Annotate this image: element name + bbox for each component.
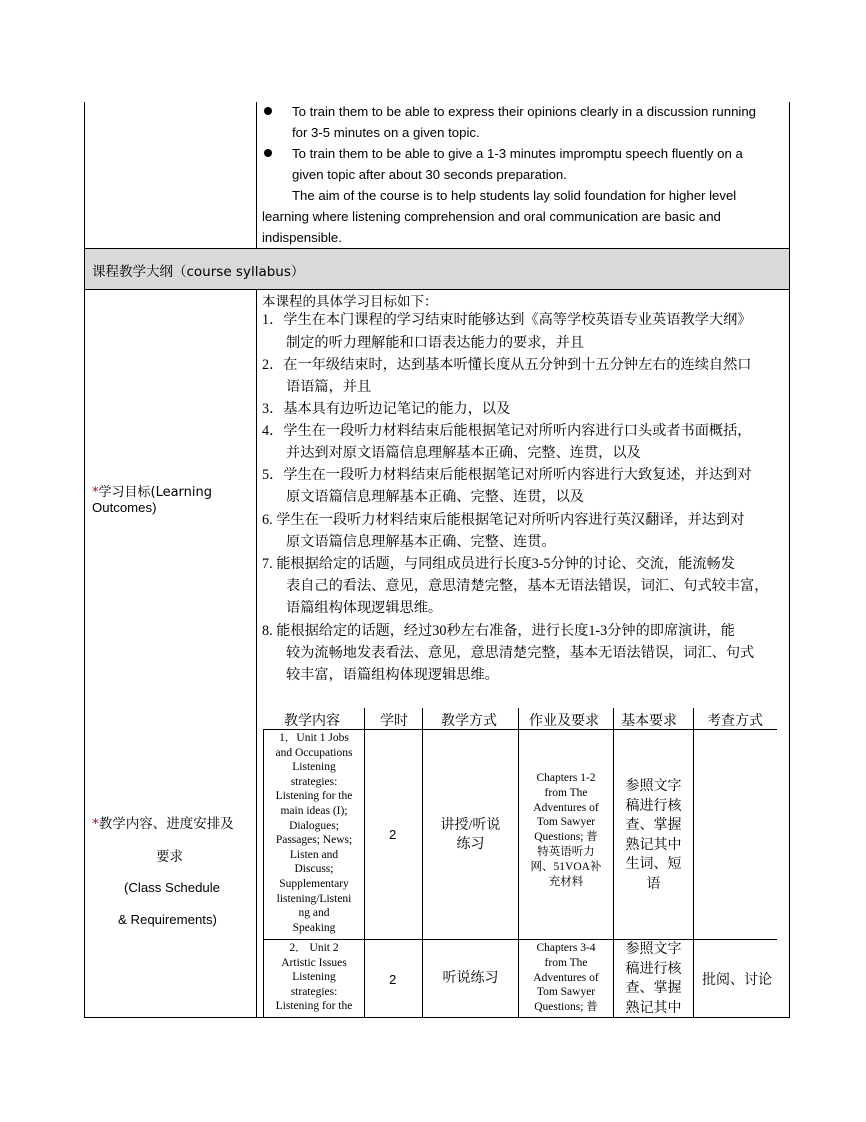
outcome-line: 本课程的具体学习目标如下： (262, 294, 438, 309)
req-line: 稿进行核 (625, 798, 682, 814)
row1-homework (520, 771, 612, 889)
req-line: 生词、短 (625, 857, 682, 872)
schedule-label-2: 要求 (156, 849, 183, 865)
content-line: Speaking (292, 921, 336, 934)
homework-line: Chapters 1-2 (536, 772, 596, 784)
row2-method (424, 969, 517, 988)
row2-assessment: 批阅、讨论 (702, 973, 772, 988)
content-line: Listening for the (275, 790, 353, 803)
row1-content (265, 731, 363, 935)
homework-line: from The (544, 786, 588, 799)
content-line: Listening (292, 971, 336, 984)
homework-line: Tom Sawyer (536, 816, 596, 829)
row2-hours: 2 (389, 972, 397, 987)
outcome-line: 语篇组构体现逻辑思维。 (286, 600, 443, 616)
content-line: Listen and (289, 848, 339, 861)
outcome-line: 6. 学生在一段听力材料结束后能根据笔记对所听内容进行英汉翻译，并达到对 (262, 512, 745, 528)
content-line: Listening for the (275, 1000, 353, 1013)
content-line: Listening (292, 761, 336, 774)
bullet-text: for 3-5 minutes on a given topic. (292, 125, 480, 140)
table-border-left (84, 102, 85, 1018)
bullet-icon (264, 149, 272, 157)
required-star: * (92, 485, 99, 500)
row1-requirements (615, 777, 692, 894)
table-border-middle (256, 102, 257, 249)
content-line: Dialogues; (289, 819, 339, 832)
homework-line: 特英语听力 (537, 845, 595, 858)
homework-line: Adventures of (533, 971, 599, 984)
req-line: 语 (646, 876, 661, 892)
content-line: 1．Unit 1 Jobs (279, 732, 349, 744)
outcome-line: 并达到对原文语篇信息理解基本正确、完整、连贯，以及 (286, 445, 641, 461)
row2-homework (520, 941, 612, 1015)
outcome-line: 语语篇，并且 (286, 379, 372, 395)
req-line: 稿进行核 (625, 961, 682, 977)
content-line: ng and (298, 907, 330, 920)
schedule-label-1 (92, 812, 234, 832)
required-star: * (92, 816, 99, 832)
outcome-line: 表自己的看法、意见，意思清楚完整，基本无语法错误，词汇、句式较丰富， (286, 578, 769, 594)
inner-rule (263, 939, 777, 940)
schedule-header-homework: 作业及要求 (529, 714, 599, 729)
label-text: 教学内容、进度安排及 (98, 816, 234, 832)
req-line: 查、掌握 (625, 981, 682, 996)
bullet-text: To train them to be able to give a 1-3 minutes impromptu speech fluently on a (292, 146, 743, 161)
method-line: 讲授/听说 (440, 818, 501, 833)
table-rule (84, 248, 790, 249)
content-line: strategies: (290, 985, 338, 998)
inner-col-rule (263, 729, 264, 1017)
schedule-header-hours: 学时 (380, 714, 408, 729)
homework-line: from The (544, 956, 588, 969)
row2-content (265, 941, 363, 1014)
schedule-label-3: (Class Schedule (124, 880, 221, 895)
outcome-line: 4．学生在一段听力材料结束后能根据笔记对所听内容进行口头或者书面概括， (262, 423, 752, 439)
homework-line: Questions; 普 (534, 831, 598, 844)
req-line: 熟记其中 (625, 837, 682, 853)
row2-requirements (615, 940, 692, 1018)
label-text: 学习目标(Learning (98, 485, 213, 500)
content-line: Discuss; (294, 863, 334, 876)
outcome-line: 2．在一年级结束时，达到基本听懂长度从五分钟到十五分钟左右的连续自然口 (262, 357, 752, 373)
schedule-header-content: 教学内容 (284, 714, 340, 729)
bullet-icon (264, 107, 272, 115)
section-header: 课程教学大纲（course syllabus） (92, 264, 305, 280)
method-line: 听说练习 (442, 971, 499, 986)
inner-col-rule (364, 708, 365, 1017)
content-line: listening/Listeni (276, 892, 352, 905)
schedule-header-assessment: 考查方式 (707, 714, 763, 729)
content-line: Artistic Issues (281, 956, 347, 969)
content-line: Supplementary (279, 877, 349, 890)
req-line: 参照文字 (625, 942, 682, 957)
homework-line: 网、51VOA补 (530, 860, 602, 873)
method-line: 练习 (456, 837, 485, 852)
outcome-line: 1．学生在本门课程的学习结束时能够达到《高等学校英语专业英语教学大纲》 (262, 312, 752, 328)
inner-col-rule (422, 708, 423, 1017)
inner-col-rule (518, 708, 519, 1017)
content-line: Passages; News; (275, 834, 353, 847)
outcome-line: 制定的听力理解能和口语表达能力的要求，并且 (286, 335, 584, 351)
content-line: main ideas (I); (280, 804, 348, 817)
req-line: 熟记其中 (625, 1000, 682, 1016)
homework-line: Questions; 普 (534, 1001, 598, 1014)
table-border-right (789, 102, 790, 1018)
outcome-line: 7. 能根据给定的话题，与同组成员进行长度3-5分钟的讨论、交流，能流畅发 (262, 556, 735, 572)
inner-rule (263, 729, 777, 730)
row1-method (424, 816, 517, 854)
bullet-text: given topic after about 30 seconds preparation. (292, 167, 567, 182)
schedule-header-requirements: 基本要求 (621, 714, 677, 729)
row1-hours: 2 (389, 827, 397, 842)
outcome-line: 原文语篇信息理解基本正确、完整、连贯。 (286, 534, 556, 550)
outcome-line: 较为流畅地发表看法、意见，意思清楚完整，基本无语法错误，词汇、句式 (286, 645, 755, 661)
learning-outcomes-label-2: Outcomes) (92, 500, 157, 515)
content-line: and Occupations (275, 746, 353, 759)
req-line: 查、掌握 (625, 818, 682, 833)
inner-col-rule (693, 708, 694, 1017)
inner-col-rule (613, 708, 614, 1017)
req-line: 参照文字 (625, 779, 682, 794)
outcome-line: 5．学生在一段听力材料结束后能根据笔记对所听内容进行大致复述，并达到对 (262, 467, 752, 483)
aim-text: The aim of the course is to help students lay solid foundation for higher level (292, 188, 737, 203)
aim-text: indispensible. (262, 230, 342, 245)
schedule-header-method: 教学方式 (441, 714, 497, 729)
homework-line: Adventures of (533, 801, 599, 814)
content-line: 2． Unit 2 (289, 942, 339, 954)
schedule-label-4: & Requirements) (118, 912, 217, 927)
outcome-line: 8. 能根据给定的话题，经过30秒左右准备，进行长度1-3分钟的即席演讲，能 (262, 623, 735, 639)
outcome-line: 3．基本具有边听边记笔记的能力，以及 (262, 401, 511, 417)
homework-line: Chapters 3-4 (536, 942, 596, 954)
aim-text: learning where listening comprehension and oral communication are basic and (262, 209, 721, 224)
bullet-text: To train them to be able to express their opinions clearly in a discussion running (292, 104, 757, 119)
table-border-middle-2 (256, 289, 257, 1018)
homework-line: 充材料 (548, 875, 584, 888)
outcome-line: 原文语篇信息理解基本正确、完整、连贯，以及 (286, 489, 584, 505)
outcome-line: 较丰富，语篇组构体现逻辑思维。 (286, 667, 499, 683)
homework-line: Tom Sawyer (536, 986, 596, 999)
content-line: strategies: (290, 775, 338, 788)
